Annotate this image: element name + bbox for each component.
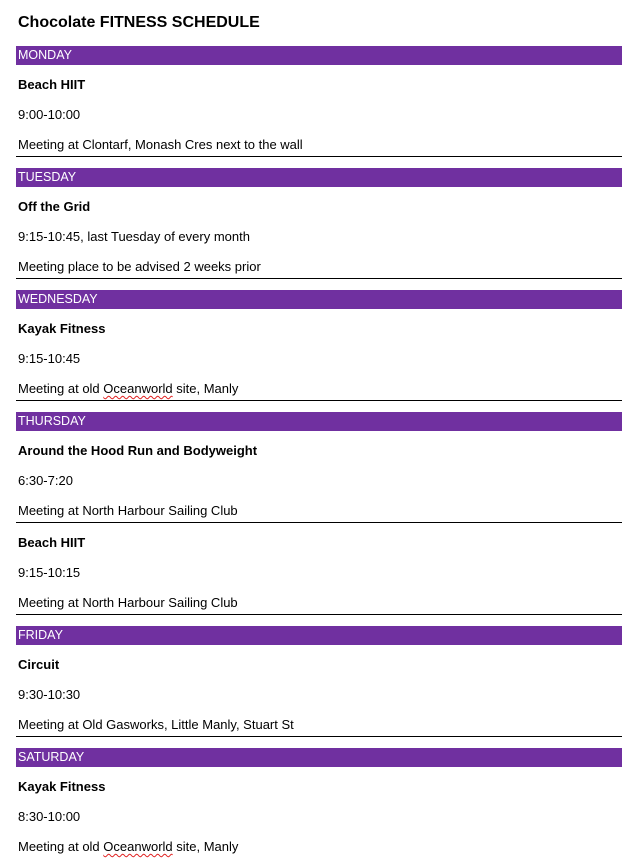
day-header-thursday: THURSDAY xyxy=(16,412,622,431)
session-location: Meeting at Old Gasworks, Little Manly, Stuart St xyxy=(18,717,294,732)
day-header-saturday: SATURDAY xyxy=(16,748,622,767)
session-name: Off the Grid xyxy=(18,199,91,214)
session-name: Circuit xyxy=(18,657,60,672)
section-divider xyxy=(16,400,622,401)
session-location xyxy=(18,380,618,398)
session-name: Around the Hood Run and Bodyweight xyxy=(18,443,258,458)
location-text: site, Manly xyxy=(172,839,239,854)
spellcheck-flagged-word: Oceanworld xyxy=(103,381,173,396)
session-name: Kayak Fitness xyxy=(18,321,106,336)
session-time: 9:15-10:45, last Tuesday of every month xyxy=(18,229,250,244)
spellcheck-flagged-word: Oceanworld xyxy=(103,839,173,854)
session-location xyxy=(18,838,618,856)
section-divider xyxy=(16,522,622,523)
section-divider xyxy=(16,736,622,737)
session-location: Meeting at Clontarf, Monash Cres next to the wall xyxy=(18,137,303,152)
session-name: Beach HIIT xyxy=(18,77,86,92)
session-time: 9:15-10:45 xyxy=(18,351,81,366)
section-divider xyxy=(16,278,622,279)
session-time: 9:15-10:15 xyxy=(18,565,81,580)
session-time: 6:30-7:20 xyxy=(18,473,73,488)
document-title: Chocolate FITNESS SCHEDULE xyxy=(18,14,260,31)
session-location: Meeting at North Harbour Sailing Club xyxy=(18,503,238,518)
location-text: Meeting at old xyxy=(18,381,104,396)
location-text: site, Manly xyxy=(172,381,239,396)
session-location: Meeting place to be advised 2 weeks prior xyxy=(18,259,261,274)
day-header-tuesday: TUESDAY xyxy=(16,168,622,187)
session-time: 9:00-10:00 xyxy=(18,107,81,122)
section-divider xyxy=(16,614,622,615)
session-time: 8:30-10:00 xyxy=(18,809,81,824)
session-time: 9:30-10:30 xyxy=(18,687,81,702)
day-header-monday: MONDAY xyxy=(16,46,622,65)
session-name: Beach HIIT xyxy=(18,535,86,550)
section-divider xyxy=(16,156,622,157)
session-location: Meeting at North Harbour Sailing Club xyxy=(18,595,238,610)
day-header-wednesday: WEDNESDAY xyxy=(16,290,622,309)
location-text: Meeting at old xyxy=(18,839,104,854)
session-name: Kayak Fitness xyxy=(18,779,106,794)
day-header-friday: FRIDAY xyxy=(16,626,622,645)
